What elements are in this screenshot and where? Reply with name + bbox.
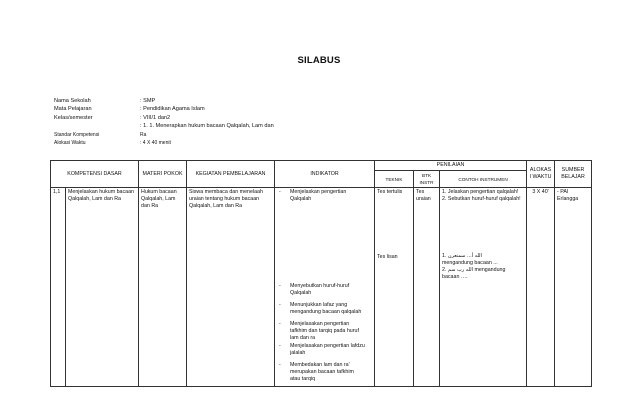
indicator-item xyxy=(279,283,365,297)
indicator-text: Menyebutkan huruf-huruf Qalqalah xyxy=(290,283,350,296)
header-indikator: INDIKATOR xyxy=(275,161,375,188)
info-label: Mata Pelajaran xyxy=(54,106,92,113)
bullet: - xyxy=(279,343,281,349)
info-label: Nama Sekolah xyxy=(54,98,91,104)
contoh-oral-line: bacaan …. xyxy=(442,274,468,280)
info-value: : VIII/1 dan2 xyxy=(140,114,171,121)
teknik-written: Tes tertulis xyxy=(377,189,403,195)
bullet: - xyxy=(279,321,281,327)
arabic-text: الله أ... سمتعرن xyxy=(447,253,482,259)
header-penilaian: PENILAIAN xyxy=(375,161,527,171)
cell-indikator xyxy=(275,188,375,387)
bullet: - xyxy=(279,362,281,368)
info-row xyxy=(54,131,274,139)
cell-alokasi: 3 X 40' xyxy=(527,188,555,387)
info-value: : SMP xyxy=(140,98,156,104)
header-sumber: SUMBER BELAJAR xyxy=(555,161,592,188)
info-label: Kelas/semester xyxy=(54,114,93,121)
identity-block xyxy=(54,97,274,147)
cell-sumber: - PAI Erlangga xyxy=(555,188,592,387)
header-contoh: CONTOH INSTRUMEN xyxy=(440,171,527,188)
indicator-item xyxy=(279,189,365,203)
indicator-text: Menjelaskan pengertian Qalqalah xyxy=(290,189,347,202)
contoh-oral-line xyxy=(442,253,526,260)
indicator-text: Membedakan lam dan ra' merupakan bacaan tafkhim atau tarqiq xyxy=(290,362,354,382)
arabic-text: الله رب سم xyxy=(447,267,473,273)
cell-kegiatan: Siswa membaca dan menelaah uraian tentang hukum bacaan Qalqalah, Lam dan Ra xyxy=(187,188,275,387)
bullet: - xyxy=(279,189,281,195)
info-label xyxy=(54,122,140,130)
header-materi: MATERI POKOK xyxy=(139,161,187,188)
syllabus-table xyxy=(50,160,592,387)
cell-contoh xyxy=(440,188,527,387)
indicator-item xyxy=(279,321,365,342)
contoh-oral xyxy=(442,253,526,281)
info-row xyxy=(54,114,274,122)
info-row xyxy=(54,139,274,147)
indicator-item xyxy=(279,343,365,357)
bullet: - xyxy=(279,283,281,289)
info-row xyxy=(54,97,274,105)
cell-teknik xyxy=(375,188,414,387)
contoh-oral-line xyxy=(442,267,526,274)
item-number: 1. xyxy=(442,253,447,259)
header-teknik: TEKNIK xyxy=(375,171,414,188)
info-row xyxy=(54,105,274,113)
indicator-text: Menjelasakan pengertian lafdzu jalalah xyxy=(290,343,365,356)
header-kompetensi: KOMPETENSI DASAR xyxy=(51,161,139,188)
header-kegiatan: KEGIATAN PEMBELAJARAN xyxy=(187,161,275,188)
item-number: 2. xyxy=(442,267,447,273)
header-alokasi: ALOKAS I WAKTU xyxy=(527,161,555,188)
info-value: : 1. 1. Menerapkan hukum bacaan Qalqalah, Lam dan xyxy=(140,123,274,130)
bullet: - xyxy=(279,302,281,308)
info-label: Alokasi Waktu xyxy=(54,140,86,147)
indicator-text: Menjelasakan pengertian tafkhim dan tarqiq pada huruf lam dan ra xyxy=(290,321,359,341)
info-value: : Pendidikan Agama Islam xyxy=(140,106,205,113)
cell-number: 1,1 xyxy=(51,188,66,387)
indicator-item xyxy=(279,362,365,383)
header-bentuk: BTK INSTR xyxy=(414,171,440,188)
cell-kompetensi: Menjelaskan hukum bacaan Qalqalah, Lam dan Ra xyxy=(66,188,139,387)
info-row xyxy=(54,122,274,130)
info-value: Ra xyxy=(140,131,147,138)
indicator-text: Menunjukkan lafaz yang mengandung bacaan qalqalah xyxy=(290,302,362,315)
cell-bentuk: Tes uraian xyxy=(414,188,440,387)
contoh-oral-line: mengandung bacaan ... xyxy=(442,260,498,266)
teknik-oral: Tes lisan xyxy=(377,254,398,260)
info-value: : 4 X 40 menit xyxy=(140,140,171,147)
cell-materi: Hukum bacaan Qalqalah, Lam dan Ra xyxy=(139,188,187,387)
contoh-written: 1. Jelaskan pengertian qalqalah! 2. Sebutkan huruf-huruf qalqalah! xyxy=(442,189,521,202)
contoh-text: mengandung xyxy=(474,267,506,273)
page-title: SILABUS xyxy=(297,55,341,66)
info-label: Standar Kompetensi xyxy=(54,131,100,138)
indicator-item xyxy=(279,302,365,316)
